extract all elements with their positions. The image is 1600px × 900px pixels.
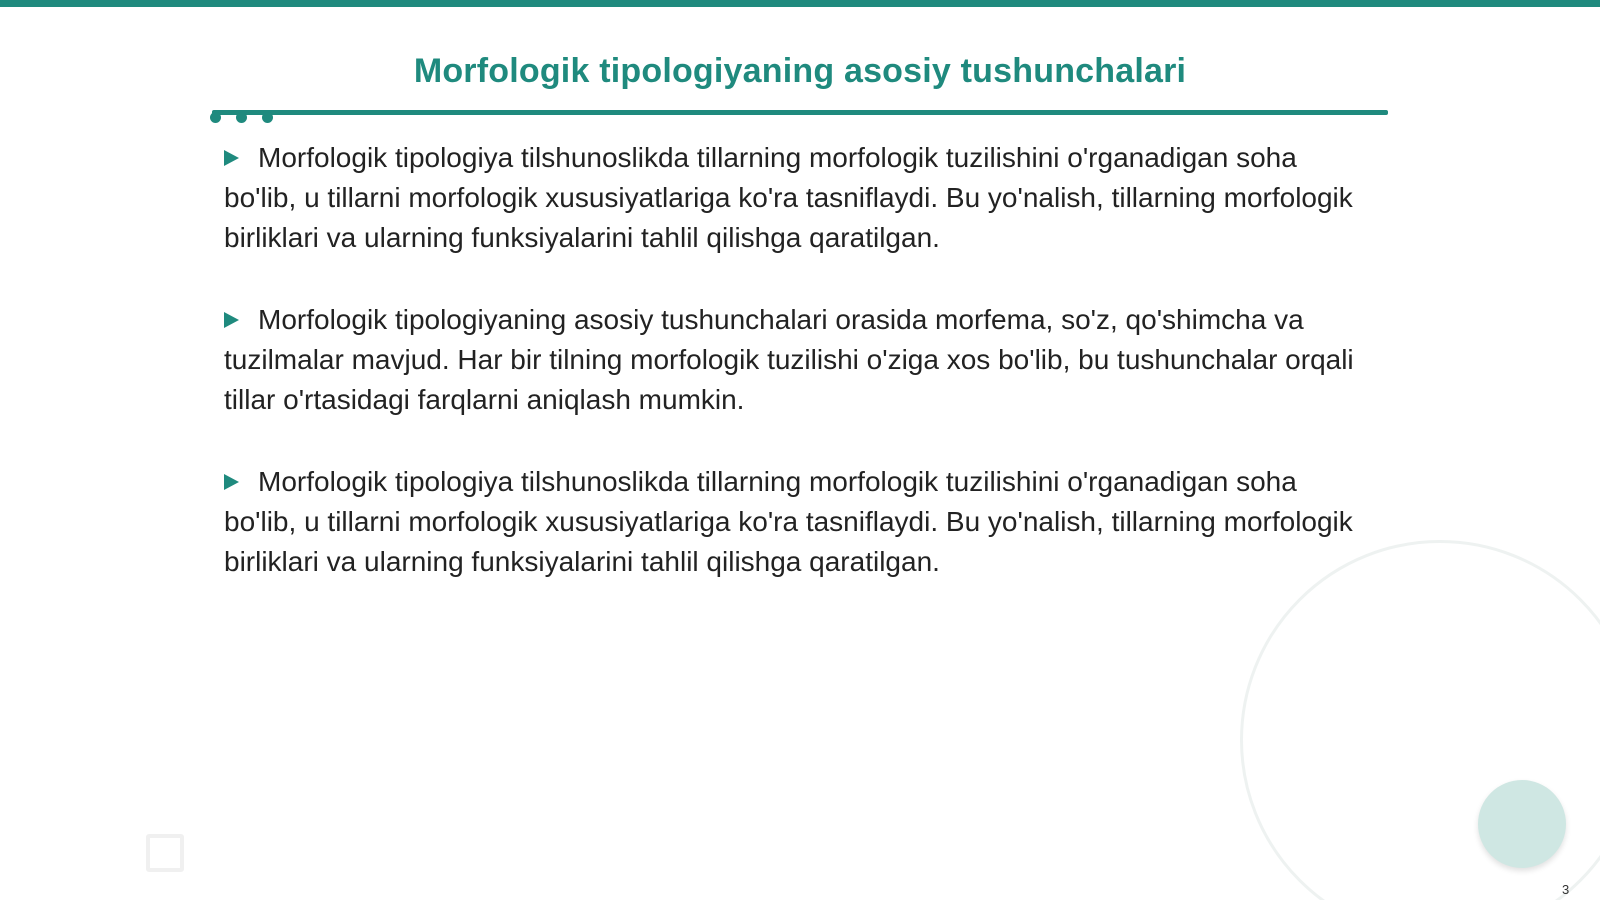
- decorative-dot: [236, 112, 247, 123]
- slide-title: Morfologik tipologiyaning asosiy tushunchalari: [413, 52, 1187, 90]
- paragraph-text: Morfologik tipologiyaning asosiy tushunchalari orasida morfema, so'z, qo'shimcha va tuzilmalar mavjud. Har bir tilning morfologik tuzilishi o'ziga xos bo'lib, bu tushunchalar orqali tillar o'rtasidagi farqlarni aniqlash mumkin.: [224, 304, 1354, 415]
- bullet-list: [224, 138, 1374, 624]
- decorative-circle: [1478, 780, 1566, 868]
- triangle-right-icon: [224, 474, 239, 490]
- page-number: 3: [1562, 882, 1570, 897]
- paragraph-text: Morfologik tipologiya tilshunoslikda tillarning morfologik tuzilishini o'rganadigan soha bo'lib, u tillarni morfologik xususiyatlariga ko'ra tasniflaydi. Bu yo'nalish, tillarning morfologik birliklari va ularning funksiyalarini tahlil qilishga qaratilgan.: [224, 466, 1353, 577]
- decorative-square: [146, 834, 184, 872]
- decorative-dot: [210, 112, 221, 123]
- bullet-paragraph: [224, 300, 1374, 420]
- top-accent-bar: [0, 0, 1600, 7]
- decorative-dot: [262, 112, 273, 123]
- bullet-paragraph: [224, 138, 1374, 258]
- triangle-right-icon: [224, 150, 239, 166]
- title-underline: [212, 110, 1388, 115]
- triangle-right-icon: [224, 312, 239, 328]
- bullet-paragraph: [224, 462, 1374, 582]
- paragraph-text: Morfologik tipologiya tilshunoslikda tillarning morfologik tuzilishini o'rganadigan soha bo'lib, u tillarni morfologik xususiyatlariga ko'ra tasniflaydi. Bu yo'nalish, tillarning morfologik birliklari va ularning funksiyalarini tahlil qilishga qaratilgan.: [224, 142, 1353, 253]
